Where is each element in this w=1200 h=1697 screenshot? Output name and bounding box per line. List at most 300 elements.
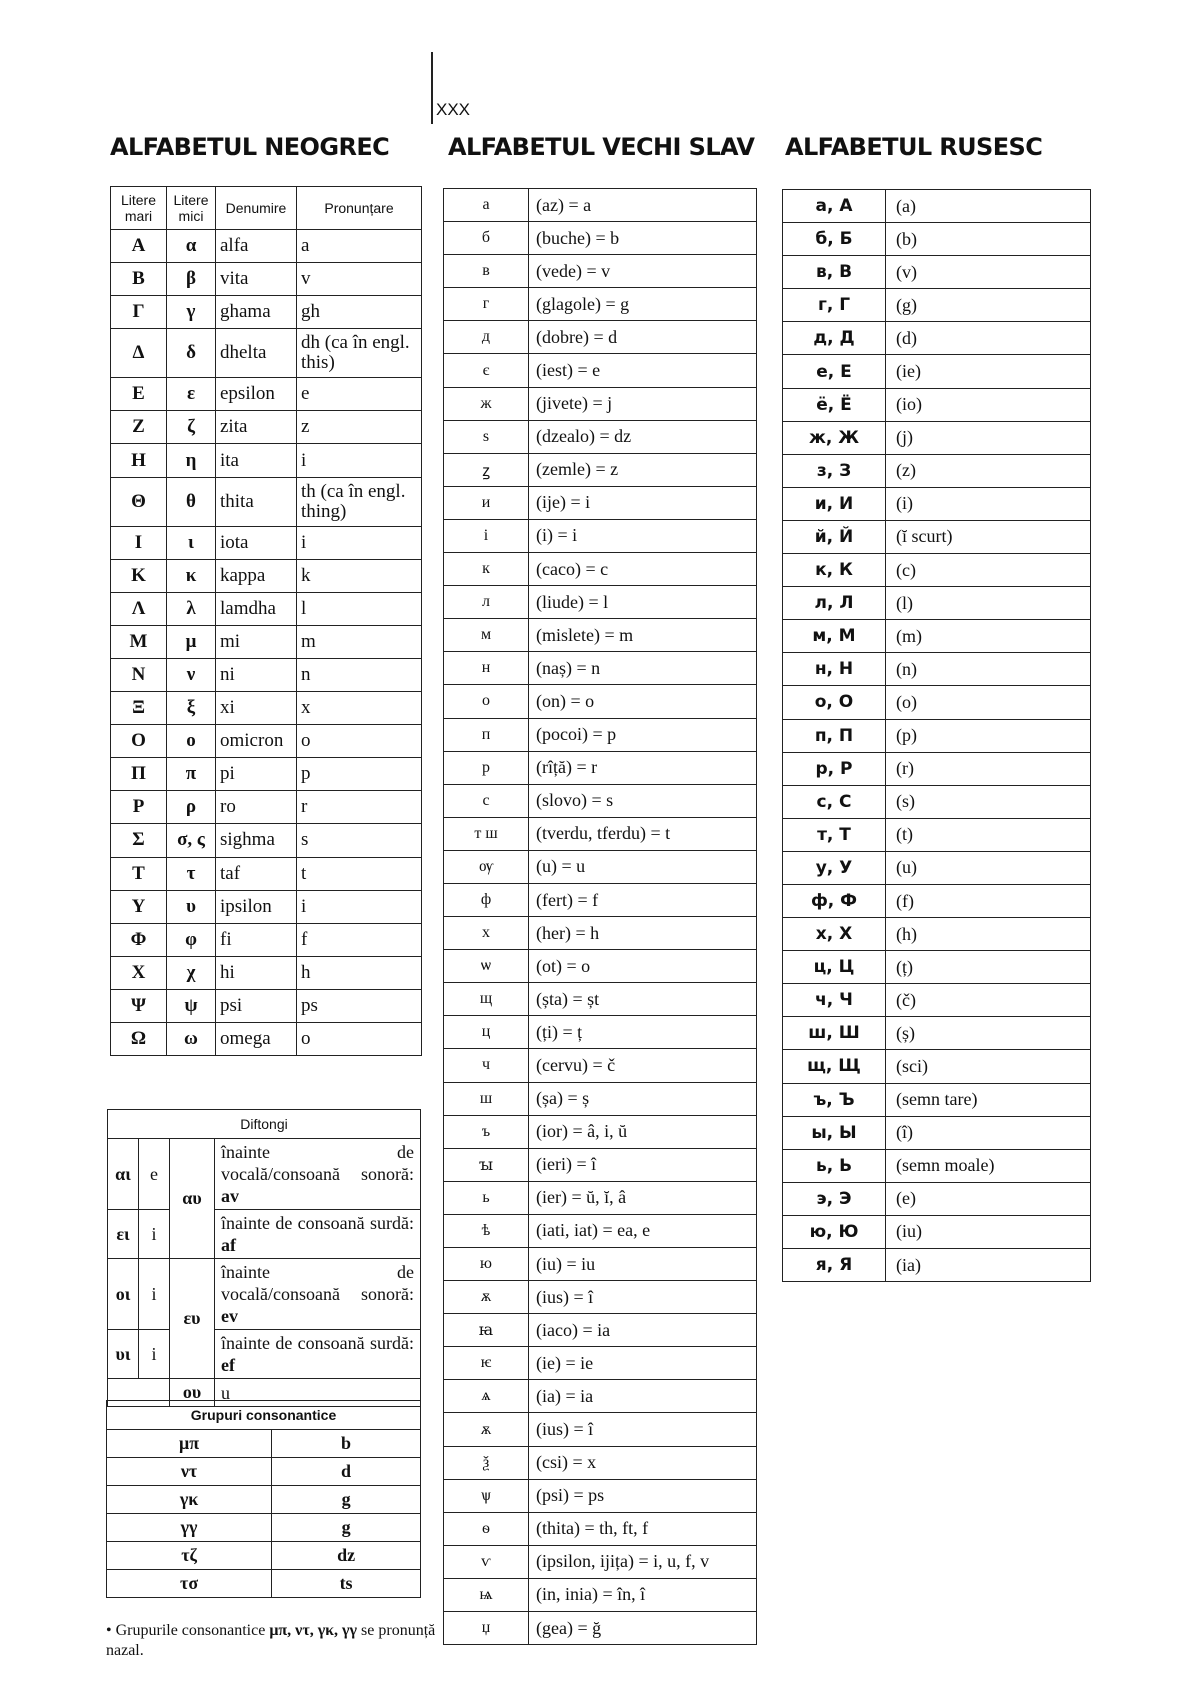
- greek-letter-name: iota: [216, 526, 297, 559]
- table-row: [444, 1413, 757, 1446]
- greek-uppercase-letter: Τ: [111, 857, 167, 890]
- slav-letter: ш: [444, 1082, 529, 1115]
- page-number: XXX: [436, 100, 471, 119]
- rus-letter: ы, Ы: [783, 1116, 886, 1149]
- slav-letter: ѩ: [444, 1578, 529, 1611]
- greek-letter-name: xi: [216, 692, 297, 725]
- greek-lowercase-letter: κ: [167, 559, 216, 592]
- rus-alphabet-table: [782, 189, 1091, 1282]
- table-row: [783, 554, 1091, 587]
- table-row: [783, 454, 1091, 487]
- greek-lowercase-letter: ψ: [167, 989, 216, 1022]
- slav-letter: ѫ: [444, 1413, 529, 1446]
- diftong-row: [108, 1139, 421, 1210]
- rus-letter: ю, Ю: [783, 1215, 886, 1248]
- slav-letter-name: (iaco) = ia: [529, 1314, 757, 1347]
- slav-letter-name: (ie) = ie: [529, 1347, 757, 1380]
- grupuri-consonantice-table: [106, 1400, 421, 1598]
- greek-letter-name: sighma: [216, 824, 297, 857]
- slav-letter-name: (slovo) = s: [529, 784, 757, 817]
- greek-alphabet-table: [110, 186, 422, 1056]
- table-row: [444, 685, 757, 718]
- greek-pronunciation: ps: [297, 989, 422, 1022]
- rus-pronunciation: (v): [886, 256, 1091, 289]
- table-row: [783, 653, 1091, 686]
- slav-letter: і: [444, 519, 529, 552]
- slav-letter-name: (pocoi) = p: [529, 718, 757, 751]
- slav-letter-name: (fert) = f: [529, 883, 757, 916]
- greek-pronunciation: i: [297, 526, 422, 559]
- diftong-row: [108, 1210, 421, 1259]
- table-row: [111, 230, 422, 263]
- slav-letter-name: (gea) = ğ: [529, 1612, 757, 1645]
- rus-pronunciation: (l): [886, 587, 1091, 620]
- rus-pronunciation: (o): [886, 686, 1091, 719]
- table-row: [444, 1479, 757, 1512]
- greek-lowercase-letter: σ, ς: [167, 824, 216, 857]
- slav-letter-name: (ot) = o: [529, 950, 757, 983]
- table-row: [444, 1214, 757, 1247]
- table-row: [783, 487, 1091, 520]
- greek-uppercase-letter: Μ: [111, 625, 167, 658]
- greek-lowercase-letter: λ: [167, 592, 216, 625]
- slav-letter: ж: [444, 387, 529, 420]
- slav-letter: т ш: [444, 817, 529, 850]
- greek-pronunciation: v: [297, 263, 422, 296]
- table-row: [783, 686, 1091, 719]
- rus-pronunciation: (ie): [886, 355, 1091, 388]
- slav-letter-name: (șta) = șt: [529, 983, 757, 1016]
- greek-letter-name: omicron: [216, 725, 297, 758]
- greek-letter-name: fi: [216, 923, 297, 956]
- rus-pronunciation: (z): [886, 454, 1091, 487]
- rus-pronunciation: (f): [886, 884, 1091, 917]
- slav-letter-name: (caco) = c: [529, 553, 757, 586]
- rus-pronunciation: (n): [886, 653, 1091, 686]
- greek-lowercase-letter: ξ: [167, 692, 216, 725]
- rus-pronunciation: (semn tare): [886, 1083, 1091, 1116]
- greek-pronunciation: s: [297, 824, 422, 857]
- slav-letter: р: [444, 751, 529, 784]
- slav-letter-name: (u) = u: [529, 850, 757, 883]
- rus-letter: ш, Ш: [783, 1017, 886, 1050]
- rus-letter: х, Х: [783, 918, 886, 951]
- table-row: [111, 329, 422, 378]
- slav-alphabet-table: [443, 188, 757, 1645]
- slav-letter: ѧ: [444, 1380, 529, 1413]
- slav-letter: и: [444, 486, 529, 519]
- table-row: [783, 984, 1091, 1017]
- rus-pronunciation: (p): [886, 719, 1091, 752]
- table-row: [111, 559, 422, 592]
- table-row: [111, 526, 422, 559]
- greek-letter-name: taf: [216, 857, 297, 890]
- greek-letter-name: kappa: [216, 559, 297, 592]
- rus-pronunciation: (g): [886, 289, 1091, 322]
- table-row: [444, 652, 757, 685]
- table-row: [444, 1181, 757, 1214]
- diftong-value: i: [139, 1330, 170, 1379]
- slav-letter-name: (in, inia) = în, î: [529, 1578, 757, 1611]
- slav-letter-name: (rîță) = r: [529, 751, 757, 784]
- slav-letter-name: (iu) = iu: [529, 1248, 757, 1281]
- slav-letter: п: [444, 718, 529, 751]
- consonant-group-sound: dz: [272, 1542, 421, 1570]
- diftong-rule: înainte de consoană surdă: af: [215, 1210, 421, 1259]
- table-row: [783, 1116, 1091, 1149]
- greek-uppercase-letter: Ρ: [111, 791, 167, 824]
- grupuri-title: Grupuri consonantice: [107, 1401, 421, 1430]
- table-row: [783, 1017, 1091, 1050]
- rus-letter: а, А: [783, 190, 886, 223]
- slav-letter: н: [444, 652, 529, 685]
- page-divider-line: [431, 52, 433, 124]
- table-row: [783, 818, 1091, 851]
- slav-letter-name: (ieri) = î: [529, 1148, 757, 1181]
- table-row: [111, 444, 422, 477]
- greek-lowercase-letter: ζ: [167, 411, 216, 444]
- table-row: [783, 918, 1091, 951]
- rus-heading: ALFABETUL RUSESC: [785, 133, 1043, 161]
- table-row: [111, 923, 422, 956]
- greek-pronunciation: p: [297, 758, 422, 791]
- rus-letter: ъ, Ъ: [783, 1083, 886, 1116]
- rus-letter: л, Л: [783, 587, 886, 620]
- rus-letter: т, Т: [783, 818, 886, 851]
- table-row: [107, 1570, 421, 1598]
- table-row: [783, 785, 1091, 818]
- table-row: [783, 223, 1091, 256]
- table-row: [444, 453, 757, 486]
- greek-letter-name: zita: [216, 411, 297, 444]
- table-row: [107, 1458, 421, 1486]
- greek-pronunciation: th (ca în engl. thing): [297, 477, 422, 526]
- greek-uppercase-letter: Θ: [111, 477, 167, 526]
- slav-letter-name: (dzealo) = dz: [529, 420, 757, 453]
- slav-letter-name: (liude) = l: [529, 586, 757, 619]
- diftong-value: e: [139, 1139, 170, 1210]
- rus-pronunciation: (t): [886, 818, 1091, 851]
- slav-letter: а: [444, 189, 529, 222]
- greek-letter-name: ro: [216, 791, 297, 824]
- table-row: [444, 950, 757, 983]
- table-row: [111, 625, 422, 658]
- greek-uppercase-letter: Κ: [111, 559, 167, 592]
- rus-letter: о, О: [783, 686, 886, 719]
- rus-pronunciation: (h): [886, 918, 1091, 951]
- slav-letter: б: [444, 222, 529, 255]
- table-row: [111, 592, 422, 625]
- rus-letter: э, Э: [783, 1182, 886, 1215]
- slav-letter: ф: [444, 883, 529, 916]
- table-row: [444, 586, 757, 619]
- table-row: [444, 718, 757, 751]
- rus-letter: з, З: [783, 454, 886, 487]
- diftong-symbol: υι: [108, 1330, 139, 1379]
- table-row: [444, 1248, 757, 1281]
- table-row: [783, 620, 1091, 653]
- table-row: [783, 752, 1091, 785]
- greek-pronunciation: e: [297, 378, 422, 411]
- greek-uppercase-letter: Ω: [111, 1022, 167, 1055]
- table-row: [444, 883, 757, 916]
- consonant-group: ντ: [107, 1458, 272, 1486]
- table-row: [444, 1380, 757, 1413]
- rus-pronunciation: (ĭ scurt): [886, 520, 1091, 553]
- table-row: [111, 296, 422, 329]
- greek-uppercase-letter: Υ: [111, 890, 167, 923]
- table-row: [444, 1049, 757, 1082]
- rus-letter: р, Р: [783, 752, 886, 785]
- diftong-symbol: οι: [108, 1259, 139, 1330]
- table-row: [783, 289, 1091, 322]
- table-row: [444, 486, 757, 519]
- greek-lowercase-letter: τ: [167, 857, 216, 890]
- rus-letter: е, Е: [783, 355, 886, 388]
- table-row: [107, 1542, 421, 1570]
- greek-pronunciation: t: [297, 857, 422, 890]
- slav-letter: с: [444, 784, 529, 817]
- table-row: [444, 1446, 757, 1479]
- consonant-group: γγ: [107, 1514, 272, 1542]
- table-row: [111, 1022, 422, 1055]
- slav-letter: г: [444, 288, 529, 321]
- slav-letter-name: (glagole) = g: [529, 288, 757, 321]
- greek-letter-name: lamdha: [216, 592, 297, 625]
- rus-pronunciation: (e): [886, 1182, 1091, 1215]
- slav-heading: ALFABETUL VECHI SLAV: [448, 133, 755, 161]
- rus-pronunciation: (a): [886, 190, 1091, 223]
- greek-header-row: [111, 187, 422, 230]
- table-row: [444, 751, 757, 784]
- greek-lowercase-letter: υ: [167, 890, 216, 923]
- table-row: [444, 1578, 757, 1611]
- greek-lowercase-letter: ν: [167, 658, 216, 691]
- diftongi-title: Diftongi: [108, 1110, 421, 1139]
- rus-letter: щ, Щ: [783, 1050, 886, 1083]
- slav-letter: м: [444, 619, 529, 652]
- diftong-rule: înainte de vocală/consoană sonoră: av: [215, 1139, 421, 1210]
- rus-letter: н, Н: [783, 653, 886, 686]
- greek-lowercase-letter: χ: [167, 956, 216, 989]
- slav-letter: ѥ: [444, 1347, 529, 1380]
- greek-letter-name: ipsilon: [216, 890, 297, 923]
- table-row: [444, 1612, 757, 1645]
- table-row: [444, 354, 757, 387]
- greek-pronunciation: gh: [297, 296, 422, 329]
- slav-letter-name: (on) = o: [529, 685, 757, 718]
- greek-pronunciation: i: [297, 444, 422, 477]
- table-row: [444, 288, 757, 321]
- greek-lowercase-letter: η: [167, 444, 216, 477]
- consonant-group-sound: ts: [272, 1570, 421, 1598]
- table-row: [783, 1215, 1091, 1248]
- greek-lowercase-letter: ρ: [167, 791, 216, 824]
- slav-letter: х: [444, 917, 529, 950]
- table-row: [783, 719, 1091, 752]
- slav-letter: ꙑ: [444, 1148, 529, 1181]
- diftong-row: [108, 1259, 421, 1330]
- greek-uppercase-letter: Σ: [111, 824, 167, 857]
- table-row: [111, 758, 422, 791]
- rus-letter: ч, Ч: [783, 984, 886, 1017]
- rus-pronunciation: (m): [886, 620, 1091, 653]
- table-row: [783, 951, 1091, 984]
- rus-pronunciation: (ș): [886, 1017, 1091, 1050]
- diftong-value: i: [139, 1259, 170, 1330]
- table-row: [444, 917, 757, 950]
- consonant-group: τζ: [107, 1542, 272, 1570]
- rus-pronunciation: (d): [886, 322, 1091, 355]
- table-row: [444, 420, 757, 453]
- slav-letter-name: (șa) = ș: [529, 1082, 757, 1115]
- table-row: [111, 658, 422, 691]
- rus-letter: п, П: [783, 719, 886, 752]
- greek-pronunciation: x: [297, 692, 422, 725]
- slav-letter-name: (i) = i: [529, 519, 757, 552]
- greek-heading: ALFABETUL NEOGREC: [110, 133, 390, 161]
- table-row: [783, 256, 1091, 289]
- consonant-group: μπ: [107, 1430, 272, 1458]
- rus-pronunciation: (ia): [886, 1249, 1091, 1282]
- table-row: [783, 1149, 1091, 1182]
- table-row: [444, 519, 757, 552]
- slav-letter-name: (csi) = x: [529, 1446, 757, 1479]
- table-row: [444, 983, 757, 1016]
- rus-pronunciation: (u): [886, 851, 1091, 884]
- greek-pronunciation: o: [297, 1022, 422, 1055]
- greek-uppercase-letter: Ο: [111, 725, 167, 758]
- slav-letter: ѳ: [444, 1512, 529, 1545]
- slav-letter: ѕ: [444, 420, 529, 453]
- table-row: [111, 725, 422, 758]
- table-row: [107, 1430, 421, 1458]
- table-row: [444, 1082, 757, 1115]
- table-row: [783, 1249, 1091, 1282]
- greek-letter-name: mi: [216, 625, 297, 658]
- greek-uppercase-letter: Ξ: [111, 692, 167, 725]
- slav-letter: щ: [444, 983, 529, 1016]
- slav-letter-name: (zemle) = z: [529, 453, 757, 486]
- rus-letter: ж, Ж: [783, 421, 886, 454]
- slav-letter: ю: [444, 1248, 529, 1281]
- greek-lowercase-letter: φ: [167, 923, 216, 956]
- table-row: [111, 477, 422, 526]
- table-row: [444, 619, 757, 652]
- greek-uppercase-letter: Γ: [111, 296, 167, 329]
- slav-letter-name: (iati, iat) = ea, e: [529, 1214, 757, 1247]
- rus-pronunciation: (sci): [886, 1050, 1091, 1083]
- slav-letter: в: [444, 255, 529, 288]
- greek-lowercase-letter: θ: [167, 477, 216, 526]
- slav-letter-name: (ius) = î: [529, 1281, 757, 1314]
- rus-pronunciation: (č): [886, 984, 1091, 1017]
- table-row: [444, 1115, 757, 1148]
- table-row: [444, 1314, 757, 1347]
- slav-letter-name: (jivete) = j: [529, 387, 757, 420]
- table-row: [107, 1486, 421, 1514]
- slav-letter-name: (ior) = â, i, ŭ: [529, 1115, 757, 1148]
- greek-pronunciation: m: [297, 625, 422, 658]
- greek-pronunciation: f: [297, 923, 422, 956]
- slav-letter-name: (tverdu, tferdu) = t: [529, 817, 757, 850]
- rus-letter: й, Й: [783, 520, 886, 553]
- table-row: [444, 553, 757, 586]
- rus-letter: ц, Ц: [783, 951, 886, 984]
- greek-letter-name: ni: [216, 658, 297, 691]
- greek-uppercase-letter: Δ: [111, 329, 167, 378]
- slav-letter: џ: [444, 1612, 529, 1645]
- diftong-symbol: αι: [108, 1139, 139, 1210]
- table-row: [111, 956, 422, 989]
- consonant-group-sound: d: [272, 1458, 421, 1486]
- table-row: [783, 322, 1091, 355]
- greek-uppercase-letter: Φ: [111, 923, 167, 956]
- slav-letter-name: (ije) = i: [529, 486, 757, 519]
- greek-pronunciation: dh (ca în engl. this): [297, 329, 422, 378]
- rus-letter: у, У: [783, 851, 886, 884]
- greek-uppercase-letter: Λ: [111, 592, 167, 625]
- rus-pronunciation: (c): [886, 554, 1091, 587]
- slav-letter-name: (mislete) = m: [529, 619, 757, 652]
- rus-letter: и, И: [783, 487, 886, 520]
- table-row: [111, 263, 422, 296]
- slav-letter-name: (ia) = ia: [529, 1380, 757, 1413]
- rus-letter: г, Г: [783, 289, 886, 322]
- slav-letter: л: [444, 586, 529, 619]
- greek-uppercase-letter: Ζ: [111, 411, 167, 444]
- table-row: [444, 255, 757, 288]
- table-row: [111, 411, 422, 444]
- table-row: [783, 1182, 1091, 1215]
- slav-letter-name: (buche) = b: [529, 222, 757, 255]
- table-row: [111, 890, 422, 923]
- greek-letter-name: thita: [216, 477, 297, 526]
- diftong-group-symbol: αυ: [170, 1139, 215, 1259]
- slav-letter-name: (ier) = ŭ, ĭ, â: [529, 1181, 757, 1214]
- col-header-uppercase: Litere mari: [111, 187, 167, 230]
- greek-uppercase-letter: Α: [111, 230, 167, 263]
- table-row: [783, 587, 1091, 620]
- slav-letter: ѵ: [444, 1545, 529, 1578]
- greek-uppercase-letter: Ψ: [111, 989, 167, 1022]
- table-row: [783, 884, 1091, 917]
- table-row: [783, 355, 1091, 388]
- slav-letter: д: [444, 321, 529, 354]
- rus-pronunciation: (r): [886, 752, 1091, 785]
- col-header-pronunciation: Pronunțare: [297, 187, 422, 230]
- rus-letter: ф, Ф: [783, 884, 886, 917]
- greek-pronunciation: l: [297, 592, 422, 625]
- grupuri-note: • Grupurile consonantice μπ, ντ, γκ, γγ se pronunță nazal.: [106, 1622, 436, 1659]
- rus-pronunciation: (i): [886, 487, 1091, 520]
- table-row: [111, 857, 422, 890]
- table-row: [444, 1512, 757, 1545]
- diftong-group-symbol: ου: [170, 1379, 215, 1407]
- table-row: [444, 784, 757, 817]
- greek-letter-name: omega: [216, 1022, 297, 1055]
- slav-letter: ѯ: [444, 1446, 529, 1479]
- table-row: [783, 1050, 1091, 1083]
- greek-lowercase-letter: ο: [167, 725, 216, 758]
- greek-lowercase-letter: ω: [167, 1022, 216, 1055]
- consonant-group: γκ: [107, 1486, 272, 1514]
- rus-letter: к, К: [783, 554, 886, 587]
- greek-pronunciation: i: [297, 890, 422, 923]
- table-row: [111, 989, 422, 1022]
- greek-lowercase-letter: μ: [167, 625, 216, 658]
- diftong-rule: înainte de consoană surdă: ef: [215, 1330, 421, 1379]
